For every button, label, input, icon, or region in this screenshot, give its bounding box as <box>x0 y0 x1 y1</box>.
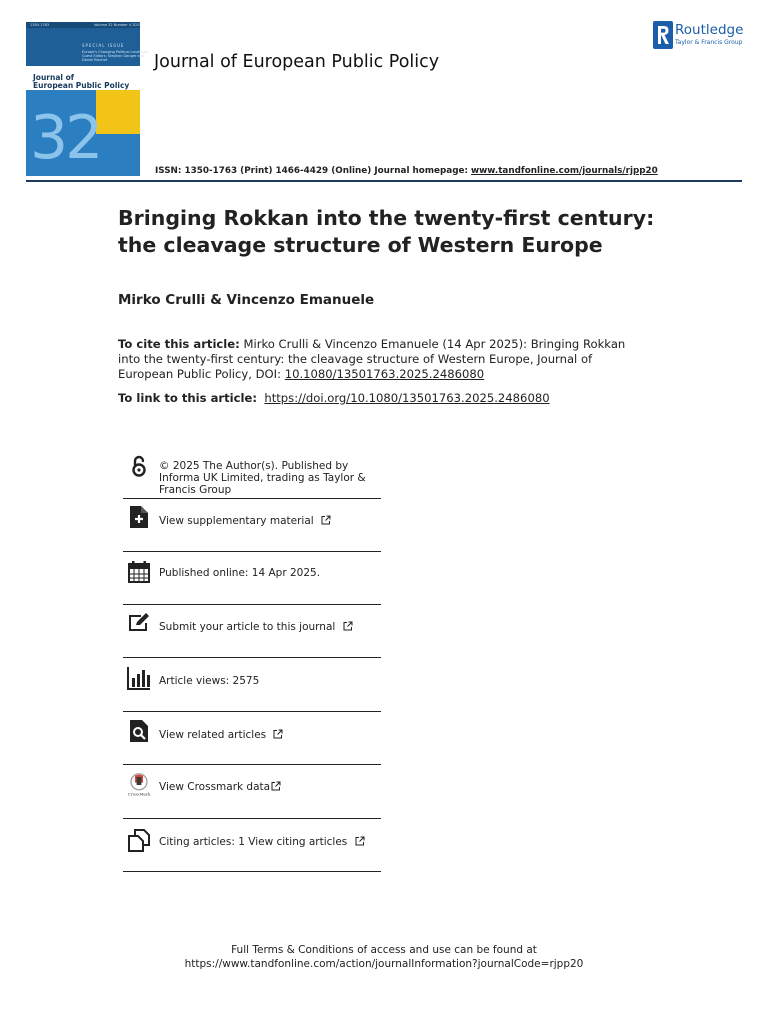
supplementary-row[interactable] <box>123 499 381 552</box>
open-access-icon <box>127 454 151 478</box>
article-link-block <box>118 391 550 405</box>
open-access-row <box>123 452 381 499</box>
related-item[interactable] <box>159 729 283 741</box>
article-views: Article views: 2575 <box>159 675 260 687</box>
publisher-logo[interactable] <box>653 21 753 51</box>
article-authors: Mirko Crulli & Vincenzo Emanuele <box>118 292 375 308</box>
crossmark-row[interactable] <box>123 765 381 819</box>
citing-item[interactable] <box>159 836 365 848</box>
article-info-list <box>123 452 381 872</box>
external-link-icon <box>273 729 283 739</box>
cover-volume: Volume 32 Number 4 2025 <box>94 23 142 27</box>
bar-chart-icon <box>127 666 151 690</box>
footer-terms-link[interactable]: https://www.tandfonline.com/action/journalInformation?journalCode=rjpp20 <box>184 958 584 970</box>
cover-yellow-block <box>96 90 140 134</box>
supplementary-item[interactable] <box>159 515 331 527</box>
cover-special-line: Guest Editors: Stephan Ganger and <box>82 54 145 58</box>
published-row <box>123 552 381 605</box>
external-link-icon <box>343 621 353 631</box>
cover-volume-number: 32 <box>30 103 101 173</box>
crossmark-icon <box>127 773 151 797</box>
views-row <box>123 658 381 712</box>
crossmark-icon-label: CrossMark <box>127 791 151 797</box>
citing-articles-icon <box>127 828 151 852</box>
open-access-text: © 2025 The Author(s). Published by Informa UK Limited, trading as Taylor & Francis Group <box>159 460 366 496</box>
supplementary-link[interactable]: View supplementary material <box>159 515 314 527</box>
publisher-subtitle: Taylor & Francis Group <box>675 39 743 46</box>
cover-title-line: Journal of <box>33 73 74 82</box>
footer-line: Full Terms & Conditions of access and use can be found at <box>231 944 537 956</box>
cover-special-line: Europe's Changing Political Landscape <box>82 50 150 54</box>
supplementary-document-icon <box>127 505 151 529</box>
routledge-logo-icon <box>653 21 673 49</box>
cover-special-issue: SPECIAL ISSUE <box>82 43 125 48</box>
journal-homepage-link[interactable]: www.tandfonline.com/journals/rjpp20 <box>471 166 658 176</box>
related-search-icon <box>127 719 151 743</box>
footer-terms <box>0 943 768 971</box>
related-row[interactable] <box>123 712 381 765</box>
citation-block <box>118 337 648 382</box>
crossmark-item[interactable] <box>159 781 281 793</box>
related-articles-link[interactable]: View related articles <box>159 729 267 741</box>
cite-text: Mirko Crulli & Vincenzo Emanuele (14 Apr 2025): Bringing Rokkan into the twenty-first century: the cleavage structure of Western Europe, Journal of European Public Policy, DOI: <box>118 337 626 381</box>
crossmark-link[interactable]: View Crossmark data <box>159 781 271 793</box>
cite-label: To cite this article: <box>118 337 240 351</box>
cite-doi-link[interactable]: 10.1080/13501763.2025.2486080 <box>284 367 485 381</box>
cover-issn: 1350-1763 <box>30 23 50 27</box>
header-divider <box>26 180 742 182</box>
publisher-name: Routledge <box>675 22 744 38</box>
cover-title-line: European Public Policy <box>33 81 130 90</box>
journal-title: Journal of European Public Policy <box>154 52 440 72</box>
external-link-icon <box>271 781 281 791</box>
submit-article-link[interactable]: Submit your article to this journal <box>159 621 336 633</box>
link-label: To link to this article: <box>118 391 257 405</box>
external-link-icon <box>321 515 331 525</box>
citing-row[interactable] <box>123 819 381 872</box>
issn-line <box>155 166 658 176</box>
citing-articles-link[interactable]: Citing articles: 1 View citing articles <box>159 836 348 848</box>
cover-special-line: Daniel Bischof <box>82 58 107 62</box>
submit-edit-icon <box>127 611 151 635</box>
article-title: Bringing Rokkan into the twenty-first century: the cleavage structure of Western Europe <box>118 206 655 257</box>
article-doi-link[interactable]: https://doi.org/10.1080/13501763.2025.2486080 <box>264 391 550 405</box>
published-date: Published online: 14 Apr 2025. <box>159 567 321 579</box>
issn-text: ISSN: 1350-1763 (Print) 1466-4429 (Online) Journal homepage: <box>155 166 472 176</box>
journal-cover <box>26 22 150 176</box>
calendar-icon <box>127 560 151 584</box>
submit-row[interactable] <box>123 605 381 658</box>
cover-title <box>33 74 137 90</box>
external-link-icon <box>355 836 365 846</box>
submit-item[interactable] <box>159 621 353 633</box>
